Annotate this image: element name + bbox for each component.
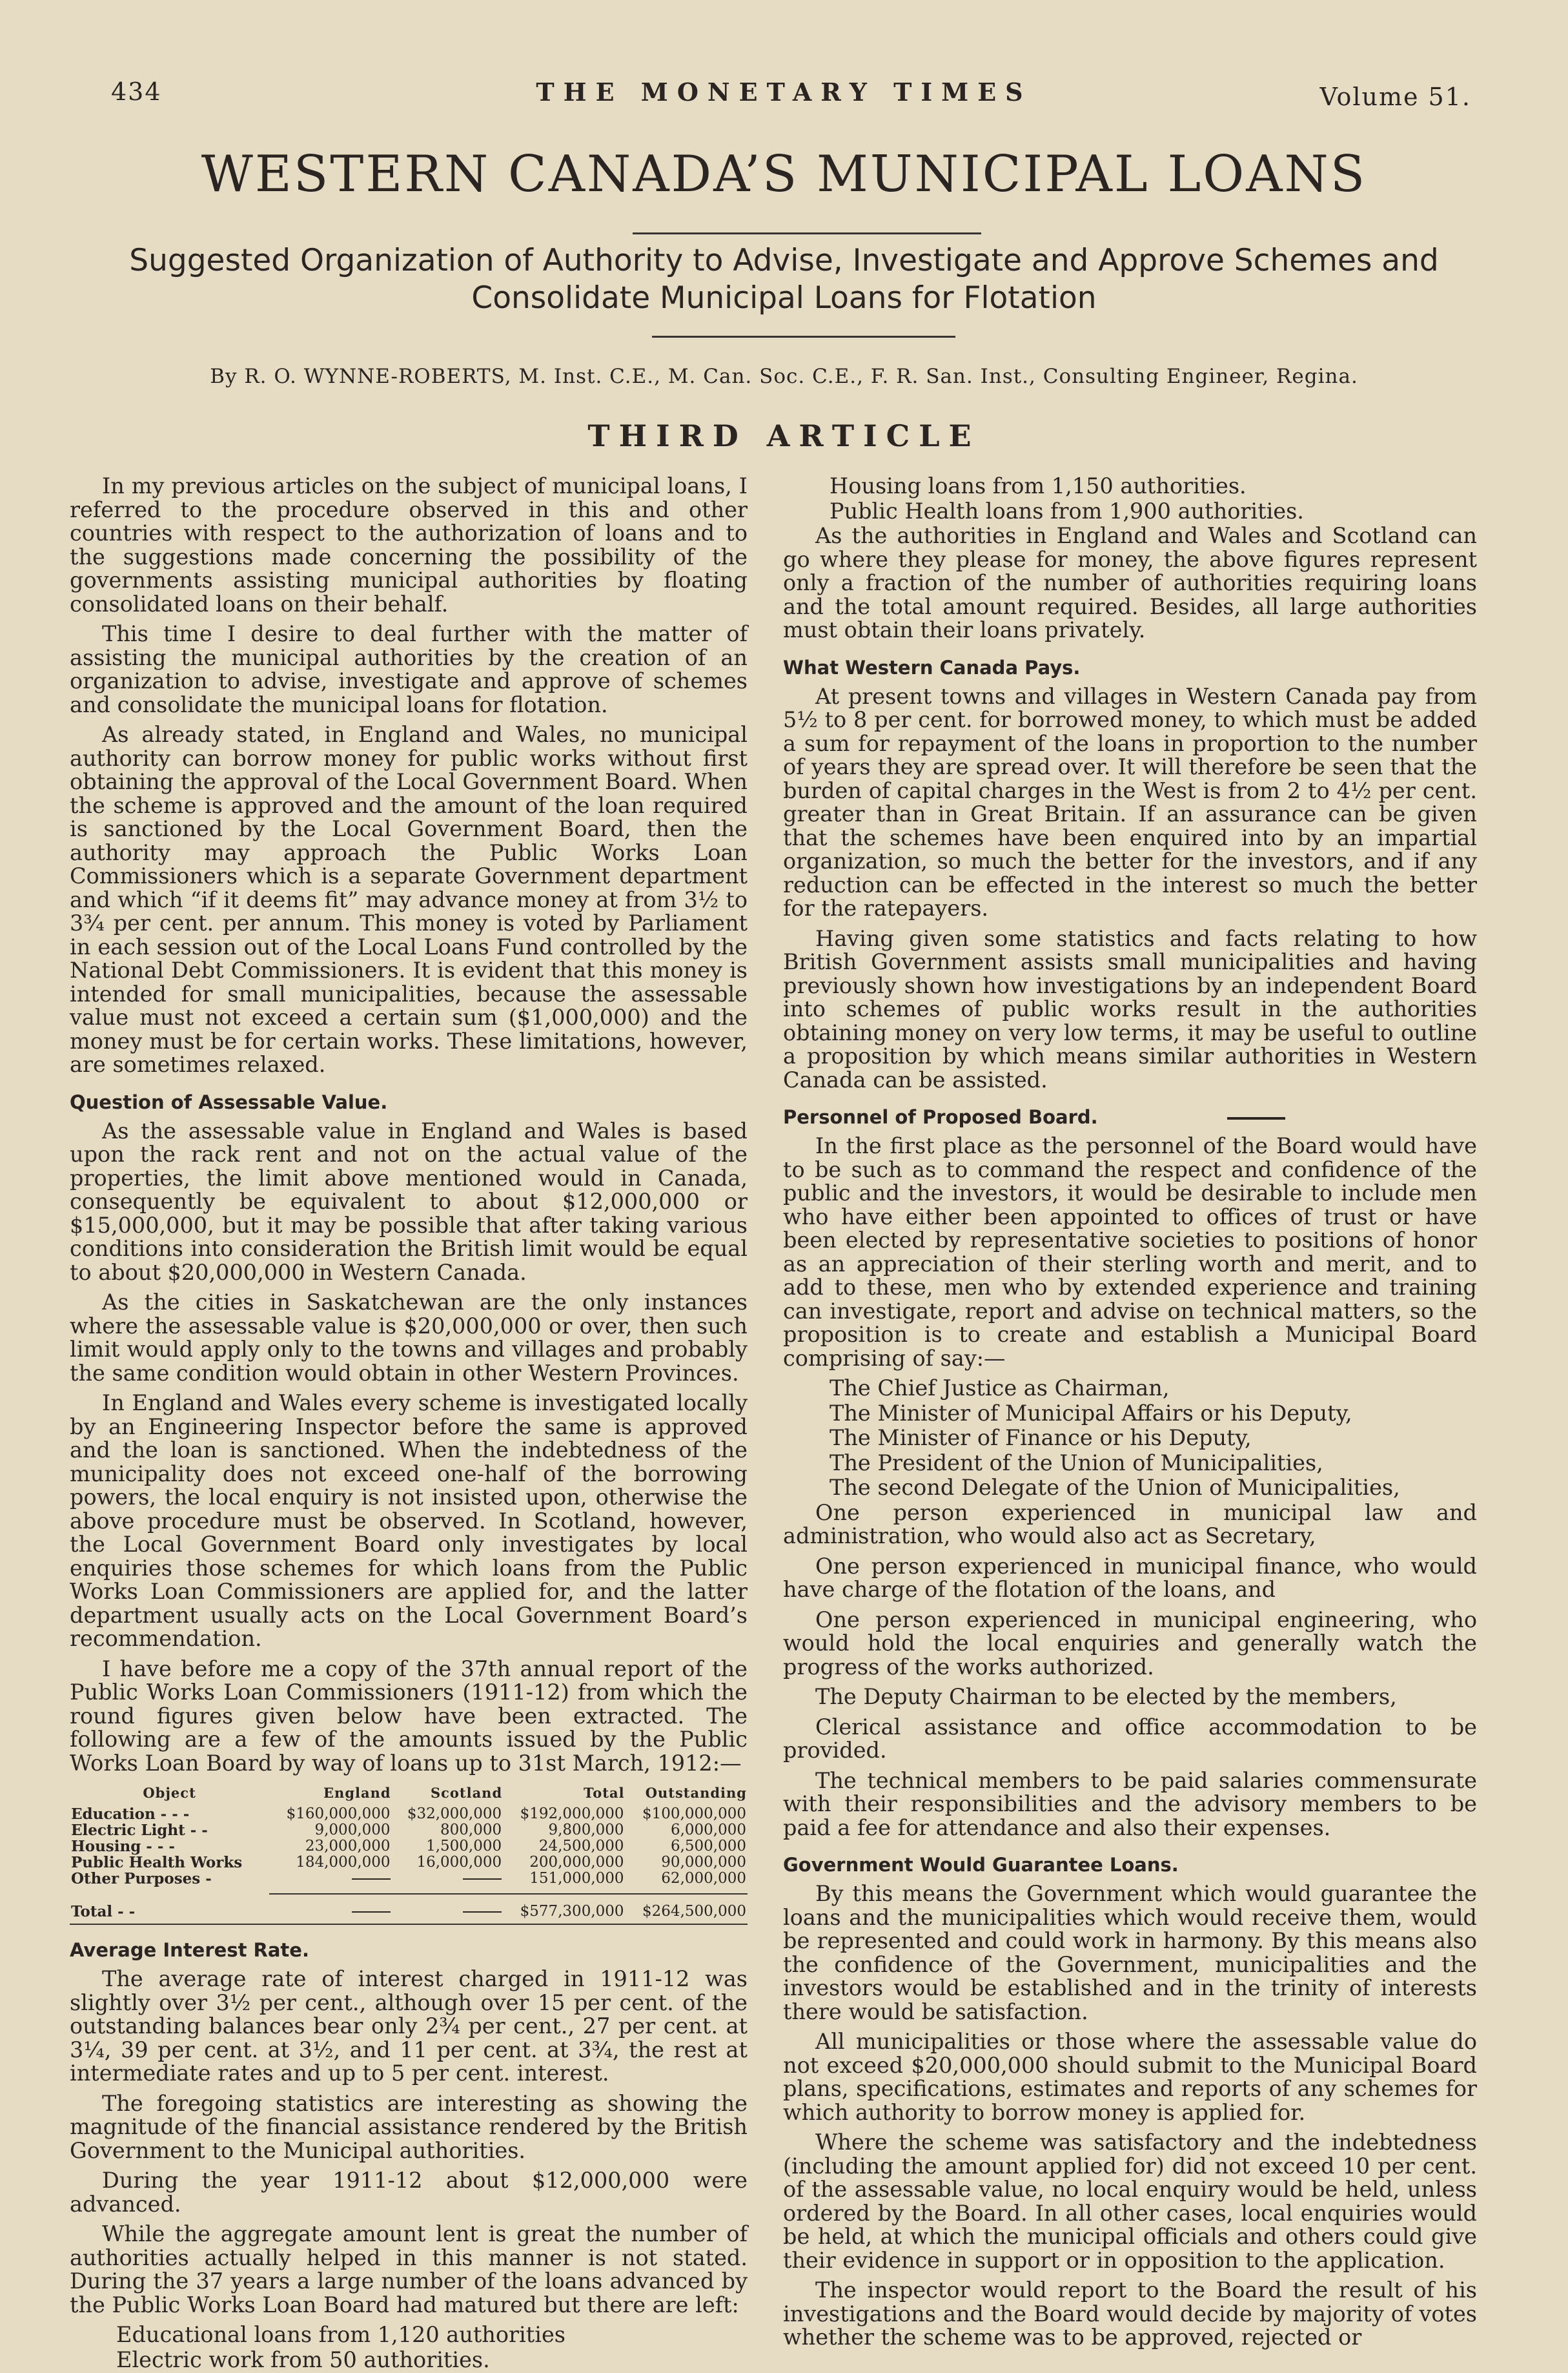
publication-name: THE MONETARY TIMES	[536, 77, 1032, 107]
paragraph: The Deputy Chairman to be elected by the members,	[815, 1684, 1397, 1709]
paragraph: As the cities in Saskatchewan are the only instances where the assessable value is $20,000,000 or over, then such limit would apply only to the towns and villages and probably the same condition would obtain in other Western Provinces.	[70, 1289, 748, 1386]
paragraph: The inspector would report to the Board the result of his investigations and the Board would decide by majority of votes whether the scheme was to be approved, rejected or	[783, 2277, 1477, 2350]
paragraph: The technical members to be paid salaries commensurate with their responsibilities and the advisory members to be paid a fee for attendance and also their expenses.	[783, 1767, 1477, 1840]
paragraph: In England and Wales every scheme is investigated locally by an Engineering Inspector before the same is approved and the loan is sanctioned. When the indebtedness of the municipality does not exceed one-half of the borrowing powers, the local enquiry is not insisted upon, otherwise the above procedure must be observed. In Scotland, however, the Local Government Board only investigates by local enquiries those schemes for which loans from the Public Works Loan Commissioners are applied for, and the latter department usually acts on the Local Government Board’s recommendation.	[70, 1390, 748, 1651]
paragraph: Having given some statistics and facts relating to how British Government assists small municipalities and having previously shown how investigations by an independent Board into schemes of public works result in the authorities obtaining money on very low terms, it may be useful to outline a proposition by which means similar authorities in Western Canada can be assisted.	[783, 925, 1477, 1093]
paragraph: Clerical assistance and office accommodation to be provided.	[783, 1714, 1477, 1763]
section-heading: What Western Canada Pays.	[783, 656, 1081, 679]
table-cell: $160,000,000	[286, 1805, 391, 1822]
paragraph: By this means the Government which would guarantee the loans and the municipalities which would receive them, would be represented and could work in harmony. By this means also the confidence of the Government, municipalities and the investors would be established and in the trinity of interests there would be satisfaction.	[783, 1881, 1477, 2024]
row-label: Public Health Works	[71, 1854, 243, 1871]
volume-label: Volume 51.	[1319, 83, 1471, 111]
table-total-row	[70, 1894, 748, 1924]
article-subtitle	[65, 242, 1503, 317]
paragraph: While the aggregate amount lent is great the number of authorities actually helped in this manner is not stated. During the 37 years a large number of the loans advanced by the Public Works Loan Board had matured but there are left:	[70, 2221, 748, 2317]
table-cell: 62,000,000	[661, 1870, 746, 1887]
table-row	[70, 1822, 748, 1838]
board-member: The Chief Justice as Chairman,	[830, 1375, 1170, 1401]
board-member: The second Delegate of the Union of Municipalities,	[830, 1475, 1400, 1500]
board-member: The Minister of Finance or his Deputy,	[830, 1425, 1252, 1450]
table-cell: $100,000,000	[642, 1805, 746, 1822]
board-member: The President of the Union of Municipalities,	[830, 1450, 1323, 1475]
paragraph: The average rate of interest charged in 1911-12 was slightly over 3½ per cent., although over 15 per cent. of the outstanding balances bear only 2¾ per cent., 27 per cent. at 3¼, 39 per cent. at 3½, and 11 per cent. at 3¾, the rest at intermediate rates and up to 5 per cent. interest.	[70, 1966, 748, 2086]
table-cell: 800,000	[440, 1822, 502, 1838]
table-row	[70, 1854, 748, 1871]
table-cell: 1,500,000	[426, 1838, 502, 1854]
empty-cell-dash	[392, 1871, 504, 1887]
row-label: Other Purposes -	[71, 1870, 212, 1887]
table-cell: 16,000,000	[416, 1854, 502, 1871]
paragraph: The foregoing statistics are interesting as showing the magnitude of the financial assistance rendered by the British Government to the Municipal authorities.	[70, 2090, 748, 2163]
paragraph: I have before me a copy of the 37th annual report of the Public Works Loan Commissioners (1911-12) from which the round figures given below have been extracted. The following are a few of the amounts issued by the Public Works Loan Board by way of loans up to 31st March, 1912:—	[70, 1656, 748, 1776]
subtitle-line-1: Suggested Organization of Authority to Advise, Investigate and Approve Schemes and	[129, 243, 1439, 278]
paragraph: During the year 1911-12 about $12,000,000 were advanced.	[70, 2168, 748, 2217]
table-cell: 9,000,000	[314, 1822, 391, 1838]
section-heading-text: Personnel of Proposed Board.	[783, 1106, 1098, 1128]
paragraph: One person experienced in municipal law and administration, who would also act as Secretary,	[783, 1499, 1477, 1548]
empty-cell-dash	[269, 1894, 391, 1924]
paragraph: At present towns and villages in Western Canada pay from 5½ to 8 per cent. for borrowed money, to which must be added a sum for repayment of the loans in proportion to the number of years they are spread over. It will therefore be seen that the burden of capital charges in the West is from 2 to 4½ per cent. greater than in Great Britain. If an assurance can be given that the schemes have been enquired into by an impartial organization, so much the better for the investors, and if any reduction can be effected in the interest so much the better for the ratepayers.	[783, 683, 1477, 921]
table-cell: 6,500,000	[670, 1838, 746, 1854]
title-rule	[633, 232, 981, 234]
right-column	[783, 475, 1477, 2356]
column-header: Total	[584, 1785, 625, 1801]
paragraph: One person experienced in municipal finance, who would have charge of the flotation of the loans, and	[783, 1553, 1477, 1602]
heading-dash	[1227, 1117, 1285, 1120]
subtitle-line-2: Consolidate Municipal Loans for Flotation	[471, 280, 1097, 316]
list-item: Housing loans from 1,150 authorities.	[830, 473, 1247, 498]
page-number: 434	[111, 77, 162, 106]
paragraph: This time I desire to deal further with the matter of assisting the municipal authorities by the creation of an organization to advise, investigate and approve of schemes and consolidate the municipal loans for flotation.	[70, 621, 748, 717]
table-header-row	[70, 1784, 748, 1806]
table-cell: $32,000,000	[407, 1805, 502, 1822]
list-item: Electric work from 50 authorities.	[116, 2347, 490, 2372]
left-column	[70, 475, 748, 2373]
column-header: Scotland	[430, 1785, 503, 1801]
section-heading: Average Interest Rate.	[70, 1939, 309, 1961]
column-header: Object	[143, 1785, 196, 1801]
total-label: Total - -	[70, 1894, 269, 1924]
total-cell: $264,500,000	[626, 1894, 748, 1924]
paragraph: As the authorities in England and Wales and Scotland can go where they please for money, the above figures represent only a fraction of the number of authorities requiring loans and the total amount required. Besides, all large authorities must obtain their loans privately.	[783, 523, 1477, 642]
subtitle-rule	[652, 336, 955, 338]
board-member: The Minister of Municipal Affairs or his Deputy,	[830, 1400, 1352, 1426]
table-rule-row	[70, 1887, 748, 1894]
paragraph: In the first place as the personnel of the Board would have to be such as to command the respect and confidence of the public and the investors, it would be desirable to include men who have either been appointed to offices of trust or have been elected by representative societies to positions of honor as an appreciation of their sterling worth and merit, and to add to these, men who by extended experience and training can investigate, report and advise on technical matters, so the proposition is to create and establish a Municipal Board comprising of say:—	[783, 1133, 1477, 1371]
loans-table	[70, 1784, 748, 1925]
paragraph: In my previous articles on the subject of municipal loans, I referred to the procedure observed in this and other countries with respect to the authorization of loans and to the suggestions made concerning the possibility of the governments assisting municipal authorities by floating consolidated loans on their behalf.	[70, 473, 748, 617]
table-cell: 24,500,000	[538, 1838, 624, 1854]
list-item: Public Health loans from 1,900 authorities.	[830, 498, 1304, 524]
article-title: WESTERN CANADA’S MUNICIPAL LOANS	[201, 145, 1367, 203]
column-header: Outstanding	[645, 1785, 747, 1801]
row-label: Education - - -	[71, 1805, 190, 1823]
section-heading	[783, 1106, 1477, 1128]
paragraph: One person experienced in municipal engineering, who would hold the local enquiries and generally watch the progress of the works authorized.	[783, 1607, 1477, 1680]
paragraph: As already stated, in England and Wales, no municipal authority can borrow money for public works without first obtaining the approval of the Local Government Board. When the scheme is approved and the amount of the loan required is sanctioned by the Local Government Board, then the authority may approach the Public Works Loan Commissioners which is a separate Government department and which “if it deems fit” may advance money at from 3½ to 3¾ per cent. per annum. This money is voted by Parliament in each session out of the Local Loans Fund controlled by the National Debt Commissioners. It is evident that this money is intended for small municipalities, because the assessable value must not exceed a certain sum ($1,000,000) and the money must be for certain works. These limitations, however, are sometimes relaxed.	[70, 722, 748, 1077]
byline: By R. O. WYNNE-ROBERTS, M. Inst. C.E., M. Can. Soc. C.E., F. R. San. Inst., Consulting Engineer, Regina.	[210, 365, 1358, 388]
row-label: Housing - - -	[71, 1838, 175, 1855]
row-label: Electric Light - -	[71, 1822, 208, 1839]
empty-cell-dash	[269, 1871, 391, 1887]
table-cell: 23,000,000	[305, 1838, 391, 1854]
table-cell: $192,000,000	[520, 1805, 624, 1822]
empty-cell-dash	[392, 1894, 504, 1924]
paragraph: As the assessable value in England and Wales is based upon the rack rent and not on the actual value of the properties, the limit above mentioned would in Canada, consequently be equivalent to about $12,000,000 or $15,000,000, but it may be possible that after taking various conditions into consideration the British limit would be equal to about $20,000,000 in Western Canada.	[70, 1118, 748, 1285]
section-heading: Government Would Guarantee Loans.	[783, 1854, 1179, 1876]
total-cell: $577,300,000	[503, 1894, 625, 1924]
column-header: England	[323, 1785, 391, 1801]
paragraph: Where the scheme was satisfactory and the indebtedness (including the amount applied for) did not exceed 10 per cent. of the assessable value, no local enquiry would be held, unless ordered by the Board. In all other cases, local enquiries would be held, at which the municipal officials and others could give their evidence in support or in opposition to the application.	[783, 2130, 1477, 2273]
table-cell: 184,000,000	[296, 1854, 391, 1871]
table-cell: 6,000,000	[670, 1822, 746, 1838]
list-item: Educational loans from 1,120 authorities	[116, 2322, 565, 2347]
table-row	[70, 1871, 748, 1887]
table-cell: 90,000,000	[661, 1854, 746, 1871]
table-cell: 200,000,000	[529, 1854, 624, 1871]
article-number: THIRD ARTICLE	[587, 418, 981, 453]
table-cell: 151,000,000	[529, 1870, 624, 1887]
table-row	[70, 1806, 748, 1822]
section-heading: Question of Assessable Value.	[70, 1091, 388, 1113]
table-row	[70, 1838, 748, 1854]
paragraph: All municipalities or those where the assessable value do not exceed $20,000,000 should submit to the Municipal Board plans, specifications, estimates and reports of any schemes for which authority to borrow money is applied for.	[783, 2029, 1477, 2125]
table-cell: 9,800,000	[548, 1822, 624, 1838]
